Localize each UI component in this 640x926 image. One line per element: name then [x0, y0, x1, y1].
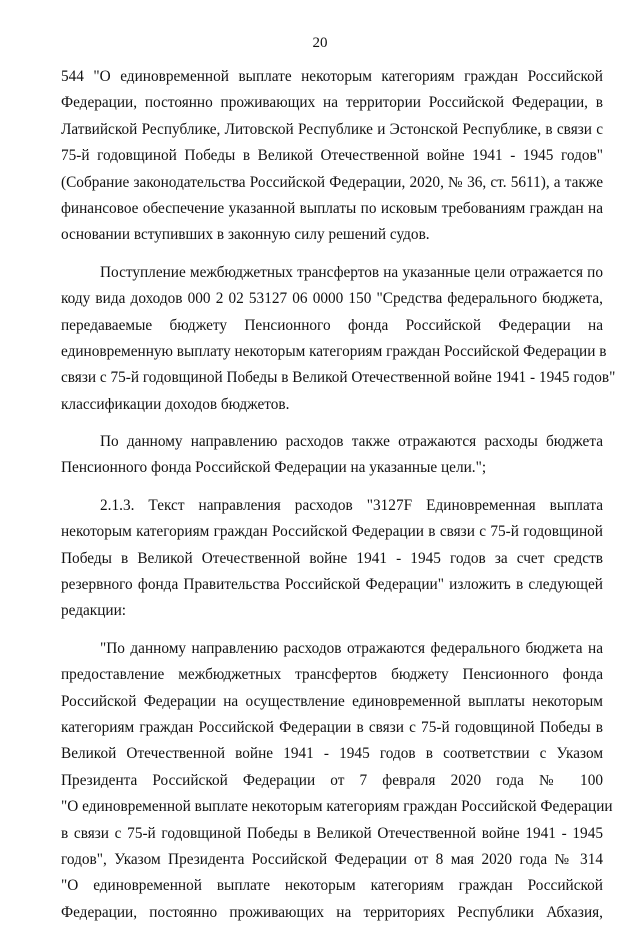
- text-line: классификации доходов бюджетов.: [61, 395, 290, 413]
- text-line: некоторым категориям граждан Российской Федерации в связи с 75-й годовщиной: [61, 523, 603, 541]
- text-line: категориям граждан Российской Федерации в связи с 75-й годовщиной Победы в: [61, 718, 603, 736]
- paragraph: [61, 636, 613, 926]
- text-line: Великой Отечественной войне 1941 - 1945 годов в соответствии с Указом: [61, 745, 603, 763]
- paragraph-gap: [61, 249, 603, 260]
- text-line: 2.1.3. Текст направления расходов "3127F Единовременная выплата: [100, 496, 603, 514]
- text-line: Федерации, постоянно проживающих на территории Российской Федерации, в: [61, 94, 603, 112]
- text-line: Победы в Великой Отечественной войне 1941 - 1945 годов за счет средств: [61, 549, 603, 567]
- text-line: Пенсионного фонда Российской Федерации на указанные цели.";: [61, 459, 487, 477]
- text-line: связи с 75-й годовщиной Победы в Великой Отечественной войне 1941 - 1945 годов": [61, 369, 616, 387]
- page-number: 20: [312, 35, 328, 51]
- text-line: "По данному направлению расходов отражаются федерального бюджета на: [100, 639, 603, 657]
- paragraph: [61, 493, 603, 625]
- text-line: основании вступивших в законную силу решений судов.: [61, 226, 430, 244]
- text-line: единовременную выплату некоторым категориям граждан Российской Федерации в: [61, 342, 607, 360]
- text-line: "О единовременной выплате некоторым категориям граждан Российской: [61, 877, 603, 895]
- text-line: 544 "О единовременной выплате некоторым категориям граждан Российской: [61, 68, 603, 85]
- text-line: предоставление межбюджетных трансфертов бюджету Пенсионного фонда: [61, 666, 603, 684]
- text-line: Российской Федерации на осуществление единовременной выплаты некоторым: [61, 692, 603, 710]
- text-line: "О единовременной выплате некоторым категориям граждан Российской Федерации: [61, 798, 613, 816]
- text-line: 75-й годовщиной Победы в Великой Отечественной войне 1941 - 1945 годов": [61, 147, 603, 165]
- paragraph-gap: [61, 625, 603, 636]
- text-line: По данному направлению расходов также отражаются расходы бюджета: [100, 433, 603, 451]
- document-body: [61, 64, 616, 926]
- text-line: финансовое обеспечение указанной выплаты по исковым требованиям граждан на: [61, 199, 603, 217]
- text-line: передаваемые бюджету Пенсионного фонда Российской Федерации на: [61, 316, 603, 334]
- paragraph-gap: [61, 418, 603, 429]
- text-line: Президента Российской Федерации от 7 февраля 2020 года № 100: [61, 771, 603, 789]
- text-line: Федерации, постоянно проживающих на территориях Республики Абхазия,: [61, 903, 603, 921]
- text-line: Поступление межбюджетных трансфертов на указанные цели отражается по: [100, 263, 603, 281]
- paragraph: [61, 260, 616, 418]
- text-line: в связи с 75-й годовщиной Победы в Великой Отечественной войне 1941 - 1945: [61, 824, 603, 842]
- text-line: редакции:: [61, 602, 127, 620]
- paragraph: [61, 429, 603, 482]
- text-line: резервного фонда Правительства Российской Федерации" изложить в следующей: [61, 576, 603, 594]
- text-line: годов", Указом Президента Российской Федерации от 8 мая 2020 года № 314: [61, 850, 603, 868]
- text-line: коду вида доходов 000 2 02 53127 06 0000 150 "Средства федерального бюджета,: [61, 290, 603, 308]
- paragraph-gap: [61, 482, 603, 493]
- text-line: Латвийской Республике, Литовской Республике и Эстонской Республике, в связи с: [61, 120, 603, 138]
- text-line: (Собрание законодательства Российской Федерации, 2020, № 36, ст. 5611), а также: [61, 173, 603, 191]
- paragraph: [61, 64, 603, 249]
